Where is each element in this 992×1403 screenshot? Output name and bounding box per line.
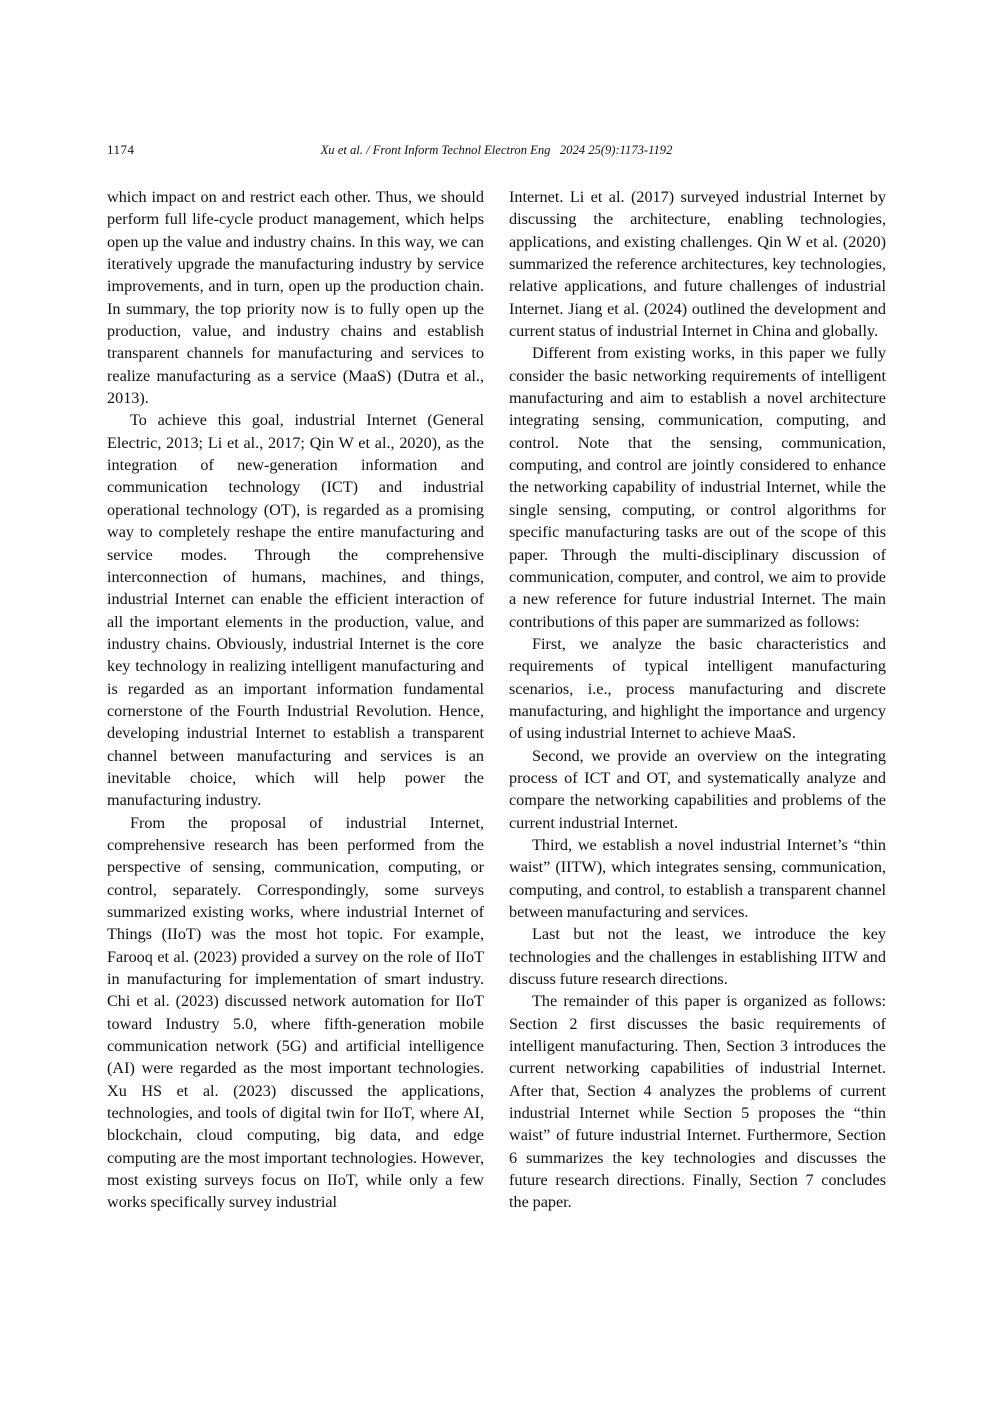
paragraph: From the proposal of industrial Internet, comprehensive research has been performed from the perspective of sensing, communication, computing, or control, separately. Correspondingly, some surveys summarized existing works, where industrial Internet of Things (IIoT) was the most hot topic. For example, Farooq et al. (2023) provided a survey on the role of IIoT in manufacturing for implementation of smart industry. Chi et al. (2023) discussed network automation for IIoT toward Industry 5.0, where fifth-generation mobile communication network (5G) and artificial intelligence (AI) were regarded as the most important technologies. Xu HS et al. (2023) discussed the applications, technologies, and tools of digital twin for IIoT, where AI, blockchain, cloud computing, big data, and edge computing are the most important technologies. However, most existing surveys focus on IIoT, while only a few works specifically survey industrial: [107, 813, 484, 1212]
left-column: [107, 186, 484, 1214]
right-column: [509, 186, 886, 1214]
paragraph: Different from existing works, in this paper we fully consider the basic networking requirements of intelligent manufacturing and aim to establish a novel architecture integrating sensing, communication, computing, and control. Note that the sensing, communication, computing, and control are jointly considered to enhance the networking capability of industrial Internet, while the single sensing, computing, or control algorithms for specific manufacturing tasks are out of the scope of this paper. Through the multi-disciplinary discussion of communication, computer, and control, we aim to provide a new reference for future industrial Internet. The main contributions of this paper are summarized as follows:: [509, 344, 886, 631]
paragraph: The remainder of this paper is organized as follows: Section 2 first discusses the basic requirements of intelligent manufacturing. Then, Section 3 introduces the current networking capabilities of industrial Internet. After that, Section 4 analyzes the problems of current industrial Internet while Section 5 proposes the “thin waist” of future industrial Internet. Furthermore, Section 6 summarizes the key technologies and discusses the future research directions. Finally, Section 7 concludes the paper.: [509, 992, 886, 1212]
paragraph: Last but not the least, we introduce the key technologies and the challenges in establishing IITW and discuss future research directions.: [509, 925, 886, 989]
paragraph: Third, we establish a novel industrial Internet’s “thin waist” (IITW), which integrates sensing, communication, computing, and control, to establish a transparent channel between manufacturing and services.: [509, 835, 886, 921]
page-number: 1174: [107, 142, 135, 157]
two-column-content: [107, 186, 886, 1214]
paragraph: To achieve this goal, industrial Internet (General Electric, 2013; Li et al., 2017; Qin W et al., 2020), as the integration of new-generation information and communication technology (ICT) and industrial operational technology (OT), is regarded as a promising way to completely reshape the entire manufacturing and service modes. Through the comprehensive interconnection of humans, machines, and things, industrial Internet can enable the efficient interaction of all the important elements in the production, value, and industry chains. Obviously, industrial Internet is the core key technology in realizing intelligent manufacturing and is regarded as an important information fundamental cornerstone of the Fourth Industrial Revolution. Hence, developing industrial Internet to establish a transparent channel between manufacturing and services is an inevitable choice, which will help power the manufacturing industry.: [107, 411, 484, 810]
paragraph: First, we analyze the basic characteristics and requirements of typical intelligent manufacturing scenarios, i.e., process manufacturing and discrete manufacturing, and highlight the importance and urgency of using industrial Internet to achieve MaaS.: [509, 634, 886, 743]
paragraph: which impact on and restrict each other. Thus, we should perform full life-cycle product management, which helps open up the value and industry chains. In this way, we can iteratively upgrade the manufacturing industry by service improvements, and in turn, open up the production chain. In summary, the top priority now is to fully open up the production, value, and industry chains and establish transparent channels for manufacturing and services to realize manufacturing as a service (MaaS) (Dutra et al., 2013).: [107, 188, 484, 408]
paragraph: Second, we provide an overview on the integrating process of ICT and OT, and systematically analyze and compare the networking capabilities and problems of the current industrial Internet.: [509, 746, 886, 832]
running-head: Xu et al. / Front Inform Technol Electron Eng 2024 25(9):1173-1192: [320, 143, 673, 157]
page-header: [107, 140, 886, 160]
paragraph: Internet. Li et al. (2017) surveyed industrial Internet by discussing the architecture, enabling technologies, applications, and existing challenges. Qin W et al. (2020) summarized the reference architectures, key technologies, relative applications, and future challenges of industrial Internet. Jiang et al. (2024) outlined the development and current status of industrial Internet in China and globally.: [509, 188, 886, 341]
